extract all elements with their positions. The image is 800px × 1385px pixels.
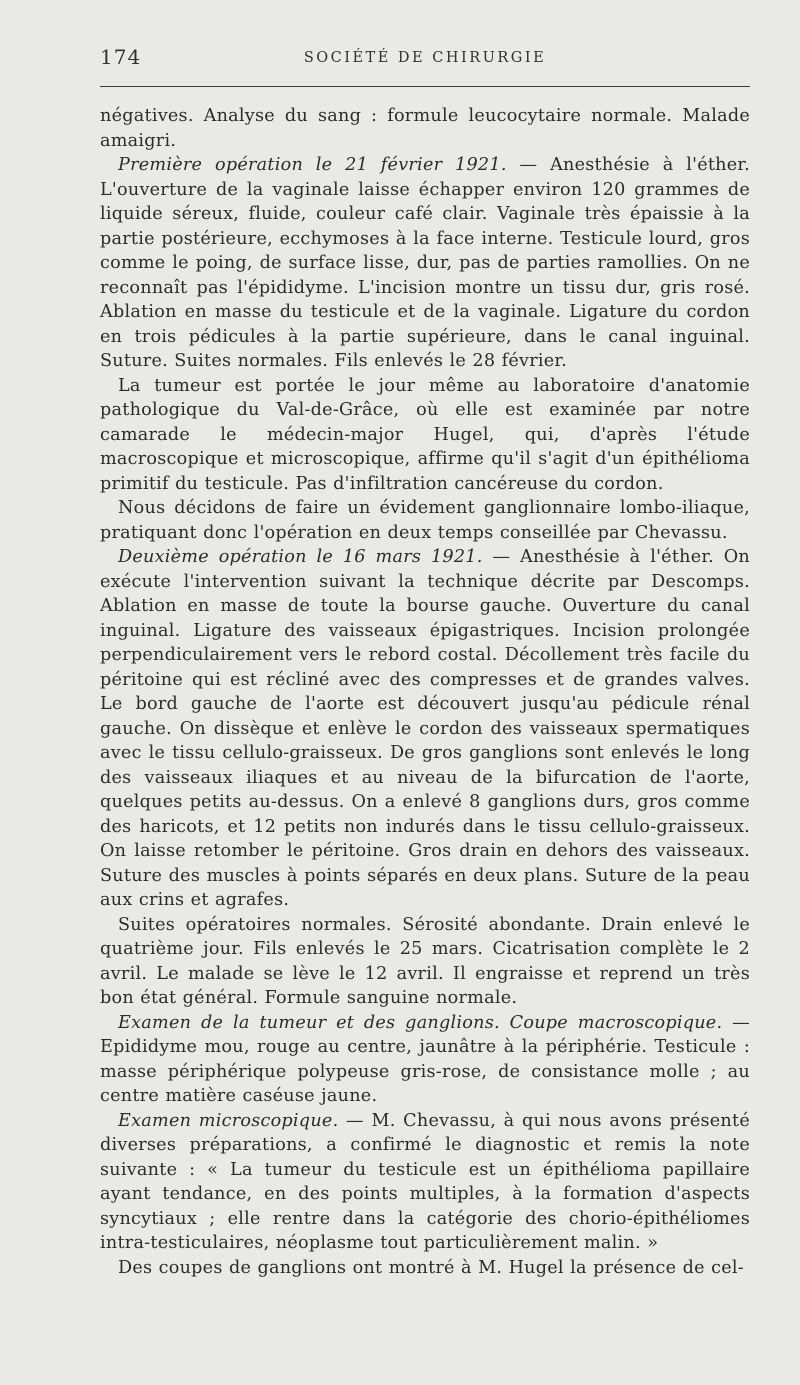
page-header — [100, 45, 750, 75]
paragraph — [100, 153, 750, 374]
paragraph-text: Des coupes de ganglions ont montré à M. Hugel la présence de cel- — [118, 1257, 744, 1278]
paragraph-text: — Anesthésie à l'éther. L'ouverture de la vaginale laisse échapper environ 120 grammes de liquide séreux, fluide, couleur café clair. Vaginale très épaissie à la partie postérieure, ecchymoses à la face interne. Testicule lourd, gros comme le poing, de surface lisse, dur, pas de parties ramollies. On ne reconnaît pas l'épididyme. L'incision montre un tissu dur, gris rosé. Ablation en masse du testicule et de la vaginale. Ligature du cordon en trois pédicules à la partie supérieure, dans le canal inguinal. Suture. Suites normales. Fils enlevés le 28 février. — [100, 155, 750, 371]
header-rule — [100, 86, 750, 87]
paragraph-text: — M. Chevassu, à qui nous avons présenté diverses préparations, a confirmé le diagnostic et remis la note suivante : « La tumeur du testicule est un épithélioma papillaire ayant tendance, en des points multiples, à la formation d'aspects syncytiaux ; elle rentre dans la catégorie des chorio-épithéliomes intra-testiculaires, néoplasme tout particulièrement malin. » — [100, 1110, 750, 1253]
paragraph-text: La tumeur est portée le jour même au laboratoire d'anatomie pathologique du Val-de-Grâce, où elle est examinée par notre camarade le médecin-major Hugel, qui, d'après l'étude macroscopique et microscopique, affirme qu'il s'agit d'un épithélioma primitif du testicule. Pas d'infiltration cancéreuse du cordon. — [100, 375, 750, 494]
paragraph-lead: Première opération le 21 février 1921. — [118, 155, 507, 175]
paragraph-text: Nous décidons de faire un évidement ganglionnaire lombo-iliaque, pratiquant donc l'opération en deux temps conseillée par Chevassu. — [100, 498, 750, 543]
paragraph-text: négatives. Analyse du sang : formule leucocytaire normale. Malade amaigri. — [100, 106, 750, 151]
paragraph — [100, 1109, 750, 1256]
paragraph — [100, 1256, 750, 1281]
paragraph — [100, 913, 750, 1011]
page-number: 174 — [100, 45, 142, 69]
paragraph — [100, 104, 750, 153]
paragraph-text: Suites opératoires normales. Sérosité abondante. Drain enlevé le quatrième jour. Fils enlevés le 25 mars. Cicatrisation complète le 2 avril. Le malade se lève le 12 avril. Il engraisse et reprend un très bon état général. Formule sanguine normale. — [100, 914, 750, 1008]
paragraph — [100, 1011, 750, 1109]
paragraph — [100, 545, 750, 913]
paragraph-text: — Anesthésie à l'éther. On exécute l'intervention suivant la technique décrite par Descomps. Ablation en masse de toute la bourse gauche. Ouverture du canal inguinal. Ligature des vaisseaux épigastriques. Incision prolongée perpendiculairement vers le rebord costal. Décollement très facile du péritoine qui est récliné avec des compresses et de grandes valves. Le bord gauche de l'aorte est découvert jusqu'au pédicule rénal gauche. On dissèque et enlève le cordon des vaisseaux spermatiques avec le tissu cellulo-graisseux. De gros ganglions sont enlevés le long des vaisseaux iliaques et au niveau de la bifurcation de l'aorte, quelques petits au-dessus. On a enlevé 8 ganglions durs, gros comme des haricots, et 12 petits non indurés dans le tissu cellulo-graisseux. On laisse retomber le péritoine. Gros drain en dehors des vaisseaux. Suture des muscles à points séparés en deux plans. Suture de la peau aux crins et agrafes. — [100, 547, 751, 910]
paragraph — [100, 374, 750, 497]
paragraph-lead: Deuxième opération le 16 mars 1921. — [118, 547, 483, 567]
running-title: SOCIÉTÉ DE CHIRURGIE — [303, 50, 547, 66]
paragraph — [100, 496, 750, 545]
paragraph-lead: Examen microscopique. — [118, 1110, 339, 1131]
paragraph-text: — Epididyme mou, rouge au centre, jaunâtre à la périphérie. Testicule : masse périphérique polypeuse gris-rose, de consistance molle ; au centre matière caséuse jaune. — [100, 1012, 750, 1106]
body-text — [100, 104, 750, 1280]
paragraph-lead: Examen de la tumeur et des ganglions. Coupe macroscopique. — [118, 1012, 723, 1033]
